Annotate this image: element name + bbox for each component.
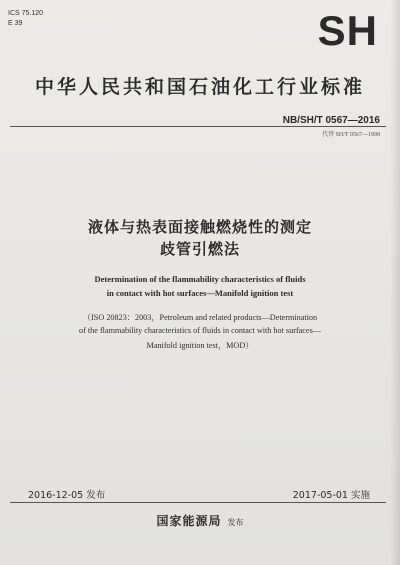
header-divider xyxy=(10,126,386,127)
implementation-date: 2017-05-01 实施 xyxy=(292,490,370,501)
title-en-line-2: in contact with hot surfaces—Manifold ignition test xyxy=(106,288,294,298)
issuer xyxy=(0,510,400,529)
title-en-line-1: Determination of the flammability characteristics of fluids xyxy=(94,274,306,284)
iso-note-line-1: （ISO 20823：2003，Petroleum and related products—Determination xyxy=(82,313,318,322)
iso-note-line-3: Manifold ignition test，MOD） xyxy=(146,341,254,350)
replaces-standard: 代替 SH/T 0567—1998 xyxy=(322,132,380,138)
standard-number: NB/SH/T 0567—2016 xyxy=(282,115,380,126)
classification-code: E 39 xyxy=(8,20,23,27)
industry-standard-title: 中华人民共和国石油化工行业标准 xyxy=(34,76,365,98)
ics-code: ICS 75.120 xyxy=(8,10,44,17)
issuer-name: 国家能源局 xyxy=(156,514,222,528)
title-cn-line-1: 液体与热表面接触燃烧性的测定 xyxy=(87,218,312,236)
footer-divider xyxy=(10,502,386,503)
title-cn-line-2: 歧管引燃法 xyxy=(159,240,240,258)
classification-codes xyxy=(8,9,43,29)
iso-note-line-2: of the flammability characteristics of fluids in contact with hot surfaces— xyxy=(79,326,321,335)
sh-logo: SH xyxy=(317,7,378,54)
issuer-verb: 发布 xyxy=(227,518,244,527)
issue-date: 2016-12-05 发布 xyxy=(28,490,106,501)
